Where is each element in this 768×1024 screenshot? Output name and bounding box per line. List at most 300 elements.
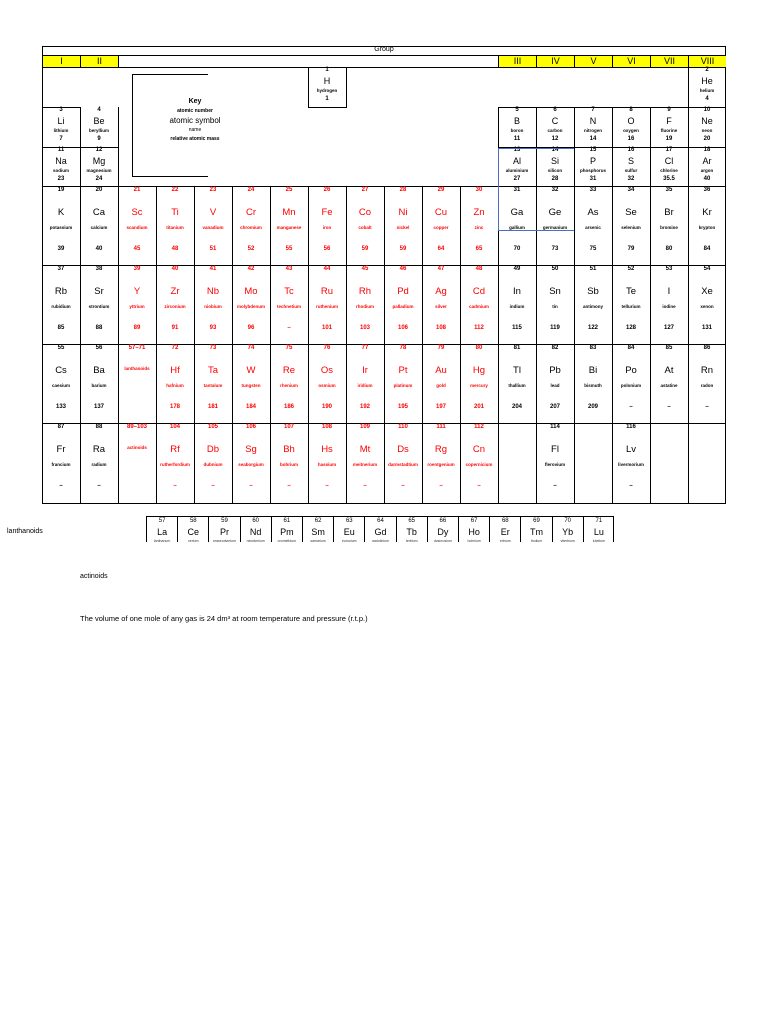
atomic-number: 84	[627, 345, 635, 351]
element-name: praseodymium	[213, 539, 236, 542]
symbol: He	[701, 76, 713, 86]
group-label-III: III	[499, 56, 536, 67]
symbol: Pr	[219, 527, 229, 537]
element-cell-Na	[42, 147, 80, 187]
symbol: Re	[282, 365, 296, 376]
atomic-number: 68	[501, 518, 509, 524]
element-cell-K	[42, 186, 80, 265]
element-cell-Ir	[346, 344, 384, 423]
element-name: arsenic	[585, 225, 601, 230]
element-name: neon	[701, 128, 713, 133]
element-cell-Db	[194, 423, 232, 502]
element-cell-Ar	[688, 147, 726, 187]
key-relative-atomic-mass: relative atomic mass	[170, 136, 220, 142]
atomic-number: 55	[57, 345, 65, 351]
element-name: niobium	[204, 304, 222, 309]
symbol: Yb	[562, 527, 574, 537]
lanthanoid-cell-Pm	[272, 517, 303, 542]
symbol: Cd	[472, 286, 486, 297]
atomic-number: 64	[377, 518, 384, 524]
atomic-number: 66	[439, 518, 447, 524]
atomic-number: 28	[399, 187, 407, 193]
element-name: caesium	[51, 383, 70, 388]
lanthanoids-row-label: lanthanoids	[7, 528, 43, 535]
element-name: bromine	[660, 225, 678, 230]
symbol: Ge	[548, 207, 562, 218]
element-name: vanadium	[202, 225, 224, 230]
symbol: Ra	[92, 444, 106, 455]
symbol: Na	[55, 156, 67, 166]
atomic-mass: 122	[587, 325, 598, 331]
atomic-mass: 65	[475, 246, 483, 252]
symbol: Ag	[435, 286, 447, 297]
element-cell-V	[194, 186, 232, 265]
group-label: Group	[374, 46, 394, 53]
lanthanoid-cell-Tm	[521, 517, 552, 542]
atomic-number: 18	[703, 147, 711, 153]
element-name: tellurium	[621, 304, 641, 309]
symbol: Rh	[358, 286, 372, 297]
element-name: nitrogen	[584, 128, 602, 133]
symbol: Sm	[311, 527, 325, 537]
symbol: Db	[206, 444, 220, 455]
element-cell-Nb	[194, 265, 232, 344]
element-cell-Ra	[80, 423, 118, 502]
element-cell-At	[650, 344, 688, 423]
atomic-number: 24	[247, 187, 255, 193]
element-cell-Sb	[574, 265, 612, 344]
atomic-mass: 55	[285, 246, 293, 252]
element-name: sulfur	[624, 168, 638, 173]
atomic-mass: –	[629, 404, 633, 410]
group-label-II: II	[81, 56, 118, 67]
symbol: Rg	[434, 444, 448, 455]
symbol: Sb	[587, 286, 599, 297]
element-cell-Ta	[194, 344, 232, 423]
atomic-number: 1	[325, 67, 329, 73]
atomic-number: 3	[59, 107, 63, 113]
atomic-mass: –	[363, 483, 367, 489]
element-name: rutherfordium	[160, 462, 190, 467]
element-name: argon	[700, 168, 714, 173]
element-cell-Lv	[612, 423, 650, 502]
symbol: Pb	[549, 365, 561, 376]
element-name: selenium	[621, 225, 641, 230]
atomic-number: 20	[95, 187, 103, 193]
element-cell-P	[574, 147, 612, 187]
atomic-number: 33	[589, 187, 597, 193]
element-name: copernicium	[465, 462, 493, 467]
atomic-mass: –	[287, 325, 291, 331]
atomic-number: 30	[475, 187, 483, 193]
key-box	[132, 74, 208, 177]
element-cell-C	[536, 107, 574, 147]
atomic-number: 16	[627, 147, 635, 153]
atomic-mass: 93	[209, 325, 217, 331]
atomic-mass: 96	[247, 325, 255, 331]
element-name: zirconium	[164, 304, 186, 309]
element-name: potassium	[49, 225, 73, 230]
element-cell-He	[688, 67, 726, 107]
lanthanoid-cell-Tb	[397, 517, 428, 542]
symbol: Y	[133, 286, 141, 297]
element-cell-Rg	[422, 423, 460, 502]
element-name: yttrium	[129, 304, 145, 309]
element-cell-Se	[612, 186, 650, 265]
atomic-mass: 14	[589, 136, 597, 142]
element-name: roentgenium	[427, 462, 455, 467]
element-name: hydrogen	[316, 88, 338, 93]
atomic-mass: –	[97, 483, 101, 489]
highlight-outline	[498, 148, 574, 231]
atomic-number: 49	[513, 266, 521, 272]
symbol: Eu	[343, 527, 355, 537]
key-atomic-number: atomic number	[177, 108, 213, 114]
group-label-V: V	[575, 56, 612, 67]
element-cell-Cr	[232, 186, 270, 265]
symbol: P	[589, 156, 596, 166]
element-name: seaborgium	[238, 462, 264, 467]
atomic-number: 35	[665, 187, 673, 193]
atomic-number: 12	[95, 147, 103, 153]
element-name: astatine	[660, 383, 678, 388]
atomic-mass: 27	[513, 176, 521, 182]
atomic-number: 39	[133, 266, 141, 272]
element-name: palladium	[392, 304, 414, 309]
atomic-mass: 209	[587, 404, 598, 410]
atomic-mass: 131	[701, 325, 712, 331]
element-name: terbium	[405, 539, 418, 542]
atomic-number: 83	[589, 345, 597, 351]
atomic-mass: –	[477, 483, 481, 489]
atomic-mass: –	[173, 483, 177, 489]
symbol: Ir	[362, 365, 368, 376]
atomic-number: 43	[285, 266, 293, 272]
element-name: bismuth	[584, 383, 602, 388]
element-name: lithium	[53, 128, 69, 133]
element-cell-Ca	[80, 186, 118, 265]
atomic-number: 36	[703, 187, 711, 193]
atomic-number: 27	[361, 187, 369, 193]
lanthanoid-cell-La	[147, 517, 178, 542]
atomic-mass: 101	[321, 325, 332, 331]
atomic-number: 81	[513, 345, 521, 351]
atomic-number: 51	[589, 266, 597, 272]
symbol: Ce	[187, 527, 200, 537]
element-name: silicon	[547, 168, 563, 173]
element-name: chromium	[240, 225, 262, 230]
symbol: Hg	[472, 365, 486, 376]
element-name: barium	[91, 383, 107, 388]
element-name: gadolinium	[372, 539, 389, 542]
element-name: francium	[51, 462, 71, 467]
element-name: molybdenum	[236, 304, 265, 309]
symbol: Xe	[701, 286, 713, 297]
atomic-number: 73	[209, 345, 217, 351]
symbol: Au	[435, 365, 447, 376]
atomic-number: 44	[323, 266, 331, 272]
atomic-mass: –	[705, 404, 709, 410]
symbol: V	[209, 207, 217, 218]
symbol: Mg	[92, 156, 106, 166]
element-cell-Be	[80, 107, 118, 147]
element-name: promethium	[277, 539, 297, 542]
atomic-mass: 190	[321, 404, 332, 410]
symbol: Rn	[700, 365, 714, 376]
symbol: Cl	[664, 156, 674, 166]
element-cell-Pb	[536, 344, 574, 423]
atomic-number: 7	[591, 107, 595, 113]
lanthanoid-cell-Pr	[209, 517, 240, 542]
symbol: La	[157, 527, 168, 537]
element-name: dubnium	[203, 462, 223, 467]
symbol: Ba	[93, 365, 105, 376]
group-label-VIII: VIII	[689, 56, 726, 67]
symbol: Rf	[170, 444, 180, 455]
atomic-number: 11	[57, 147, 65, 153]
element-name: hassium	[317, 462, 337, 467]
symbol: Lv	[625, 444, 637, 455]
atomic-number: 50	[551, 266, 559, 272]
symbol: W	[246, 365, 256, 376]
atomic-mass: 48	[171, 246, 179, 252]
symbol: Ho	[468, 527, 480, 537]
symbol: Nd	[249, 527, 262, 537]
element-name: aluminium	[505, 168, 529, 173]
symbol: Pt	[398, 365, 408, 376]
atomic-number: 74	[247, 345, 255, 351]
element-cell-Cu	[422, 186, 460, 265]
symbol: Co	[358, 207, 372, 218]
element-name: iron	[322, 225, 332, 230]
atomic-number: 89–103	[126, 424, 148, 430]
element-name: rubidium	[51, 304, 71, 309]
symbol: Sc	[131, 207, 143, 218]
symbol: Mt	[359, 444, 371, 455]
footnote: The volume of one mole of any gas is 24 dm³ at room temperature and pressure (r.t.p.)	[80, 614, 368, 623]
element-name: europium	[341, 539, 357, 542]
atomic-mass: 1	[325, 96, 329, 102]
lanthanoid-cell-Gd	[365, 517, 396, 542]
element-name: thulium	[530, 539, 543, 542]
element-cell-As	[574, 186, 612, 265]
element-name: flerovium	[544, 462, 566, 467]
element-cell-Hg	[460, 344, 498, 423]
atomic-number: 14	[551, 147, 559, 153]
atomic-number: 77	[361, 345, 369, 351]
element-name: copper	[433, 225, 449, 230]
atomic-number: 48	[475, 266, 483, 272]
lanthanoid-cell-Dy	[428, 517, 459, 542]
element-cell-Po	[612, 344, 650, 423]
atomic-number: 6	[553, 107, 557, 113]
atomic-mass: 115	[512, 325, 522, 331]
atomic-number: 82	[551, 345, 559, 351]
symbol: Tc	[284, 286, 294, 297]
element-name: krypton	[698, 225, 716, 230]
element-name: technetium	[276, 304, 301, 309]
element-name: mercury	[470, 383, 488, 388]
element-cell-N	[574, 107, 612, 147]
atomic-number: 56	[95, 345, 103, 351]
atomic-mass: 197	[435, 404, 446, 410]
atomic-number: 47	[437, 266, 445, 272]
element-name: ytterbium	[560, 539, 575, 542]
element-name: rhenium	[280, 383, 298, 388]
symbol: Hf	[170, 365, 180, 376]
element-name: erbium	[499, 539, 511, 542]
symbol: Bh	[283, 444, 295, 455]
element-name: titanium	[166, 225, 184, 230]
element-cell-Cl	[650, 147, 688, 187]
element-cell-In	[498, 265, 536, 344]
element-cell-S	[612, 147, 650, 187]
element-name: boron	[510, 128, 524, 133]
element-name: magnesium	[86, 168, 112, 173]
element-name: cadmium	[469, 304, 489, 309]
lanthanoids-row	[146, 516, 614, 542]
atomic-mass: 59	[399, 246, 407, 252]
atomic-mass: 127	[663, 325, 674, 331]
atomic-number: 110	[398, 424, 408, 430]
key-atomic-symbol: atomic symbol	[169, 116, 221, 125]
lanthanoid-cell-Sm	[303, 517, 334, 542]
element-name: zinc	[474, 225, 484, 230]
symbol: Ru	[320, 286, 334, 297]
atomic-number: 75	[285, 345, 293, 351]
element-name: gold	[436, 383, 446, 388]
element-name: strontium	[88, 304, 110, 309]
atomic-mass: 52	[247, 246, 255, 252]
symbol: H	[323, 76, 331, 86]
element-cell-Sr	[80, 265, 118, 344]
atomic-number: 8	[629, 107, 633, 113]
atomic-mass: 40	[703, 176, 711, 182]
atomic-mass: 178	[169, 404, 180, 410]
element-name: holmium	[467, 539, 481, 542]
symbol: Sn	[549, 286, 561, 297]
atomic-number: 104	[169, 424, 180, 430]
atomic-number: 60	[252, 518, 260, 524]
atomic-number: 106	[245, 424, 256, 430]
symbol: Bi	[588, 365, 598, 376]
symbol: Fe	[321, 207, 333, 218]
symbol: Se	[625, 207, 637, 218]
atomic-number: 5	[515, 107, 519, 113]
lanthanoid-cell-Eu	[334, 517, 365, 542]
atomic-number: 79	[437, 345, 445, 351]
atomic-number: 85	[665, 345, 673, 351]
group-label-I: I	[43, 56, 80, 67]
symbol: Cr	[245, 207, 257, 218]
element-name: platinum	[393, 383, 413, 388]
atomic-mass: –	[629, 483, 633, 489]
atomic-mass: –	[553, 483, 557, 489]
atomic-mass: 88	[95, 325, 103, 331]
element-cell-Mo	[232, 265, 270, 344]
atomic-mass: 119	[550, 325, 560, 331]
atomic-number: 62	[314, 518, 322, 524]
atomic-mass: 84	[703, 246, 711, 252]
atomic-mass: –	[249, 483, 253, 489]
symbol: O	[627, 116, 635, 126]
element-name: scandium	[126, 225, 148, 230]
symbol: Hs	[321, 444, 333, 455]
atomic-number: 29	[437, 187, 445, 193]
symbol: K	[57, 207, 65, 218]
atomic-mass: 195	[397, 404, 408, 410]
element-cell-Pt	[384, 344, 422, 423]
element-cell-O	[612, 107, 650, 147]
element-name: carbon	[547, 128, 563, 133]
element-cell-Y	[118, 265, 156, 344]
element-cell-actinoids	[118, 423, 156, 502]
atomic-number: 42	[247, 266, 255, 272]
symbol: Pd	[397, 286, 409, 297]
element-name: radon	[700, 383, 714, 388]
symbol: Ne	[701, 116, 713, 126]
element-name: hafnium	[166, 383, 184, 388]
atomic-mass: 89	[133, 325, 141, 331]
atomic-number: 58	[189, 518, 197, 524]
atomic-mass: 19	[665, 136, 673, 142]
symbol: Br	[664, 207, 674, 218]
symbol: Po	[625, 365, 637, 376]
atomic-number: 105	[207, 424, 218, 430]
atomic-mass: 80	[665, 246, 673, 252]
atomic-number: 88	[95, 424, 103, 430]
element-name: meitnerium	[352, 462, 378, 467]
symbol: Ta	[207, 365, 219, 376]
element-name: iridium	[357, 383, 373, 388]
symbol: Zr	[170, 286, 180, 297]
element-name: manganese	[276, 225, 302, 230]
atomic-mass: –	[439, 483, 443, 489]
actinoids-row-label: actinoids	[80, 573, 108, 580]
symbol: Si	[550, 156, 559, 166]
element-cell-H	[308, 67, 346, 107]
symbol: Er	[500, 527, 510, 537]
element-name: phosphorus	[580, 168, 606, 173]
element-cell-Sn	[536, 265, 574, 344]
atomic-mass: 23	[57, 176, 65, 182]
lanthanoid-cell-Nd	[241, 517, 272, 542]
atomic-number: 65	[408, 518, 416, 524]
element-name: calcium	[90, 225, 108, 230]
lanthanoid-cell-Lu	[584, 517, 614, 542]
atomic-number: 76	[323, 345, 331, 351]
element-name: tin	[552, 304, 558, 309]
element-cell-Rf	[156, 423, 194, 502]
symbol: At	[664, 365, 674, 376]
element-name: dysprosium	[433, 539, 452, 542]
atomic-number: 31	[513, 187, 521, 193]
symbol: Ga	[510, 207, 524, 218]
atomic-mass: 70	[513, 246, 521, 252]
atomic-number: 59	[221, 518, 228, 524]
symbol: N	[589, 116, 597, 126]
atomic-number: 111	[436, 424, 446, 430]
symbol: Al	[512, 156, 521, 166]
symbol: Sg	[245, 444, 257, 455]
atomic-number: 25	[285, 187, 293, 193]
atomic-mass: 51	[209, 246, 217, 252]
symbol: Mo	[244, 286, 258, 297]
element-name: xenon	[700, 304, 714, 309]
grid-line	[118, 107, 119, 187]
symbol: Tm	[529, 527, 543, 537]
group-label-VI: VI	[613, 56, 650, 67]
